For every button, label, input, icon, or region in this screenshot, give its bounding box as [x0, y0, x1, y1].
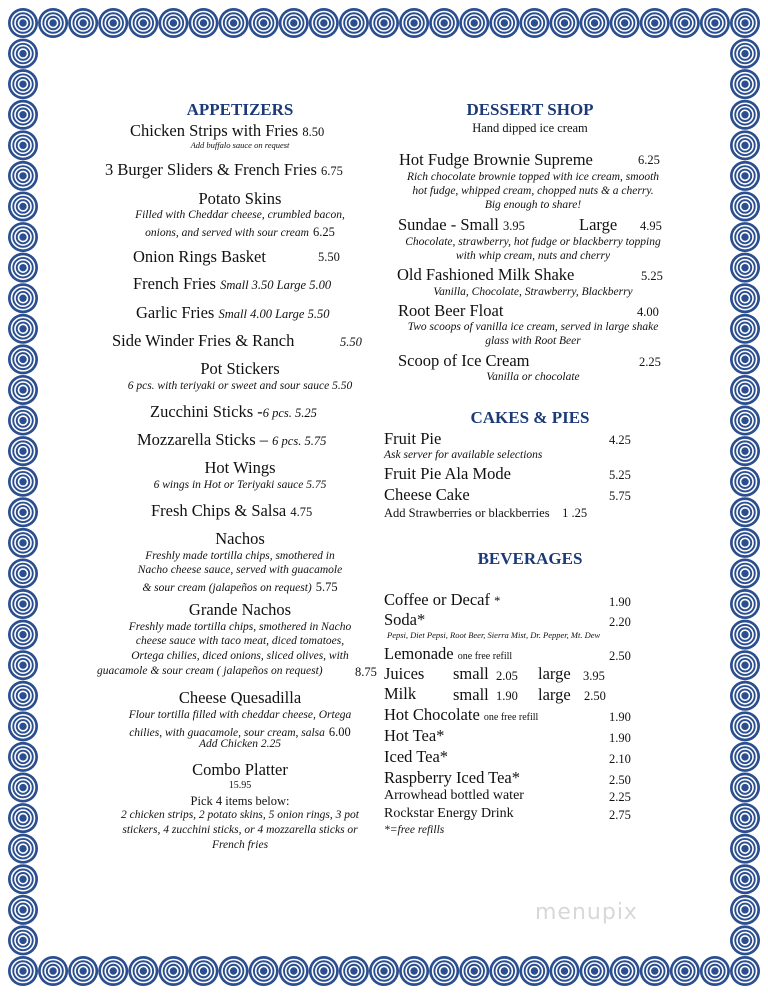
border-swirl: [730, 925, 760, 955]
garlic-fries-item: [136, 304, 329, 323]
item-price: 5.75: [609, 489, 631, 503]
item-description: Rich chocolate brownie topped with ice cream, smooth: [406, 171, 660, 183]
border-swirl: [459, 8, 489, 38]
border-swirl: [610, 956, 640, 986]
border-swirl: [489, 8, 519, 38]
item-description: Freshly made tortilla chips, smothered in: [145, 550, 335, 562]
desc-text: onions, and served with sour cream: [145, 227, 309, 239]
soda-list: Pepsi, Diet Pepsi, Root Beer, Sierra Mist, Dr. Pepper, Mt. Dew: [387, 630, 601, 640]
border-swirl: [8, 130, 38, 160]
item-description: cheese sauce with taco meat, diced tomatoes,: [135, 635, 345, 647]
border-swirl: [158, 956, 188, 986]
border-swirl: [730, 130, 760, 160]
item-name: Side Winder Fries & Ranch: [112, 331, 295, 350]
sundae-large-label: Large: [579, 215, 618, 234]
item-price: 2.05: [496, 669, 518, 683]
border-swirl: [610, 8, 640, 38]
item-addon: Add Chicken 2.25: [198, 738, 282, 750]
border-swirl: [38, 956, 68, 986]
border-swirl: [8, 314, 38, 344]
item-description: Two scoops of vanilla ice cream, served in large shake: [407, 321, 659, 333]
border-swirl: [730, 283, 760, 313]
border-swirl: [369, 956, 399, 986]
item-detail: 6 pcs. 5.75: [272, 434, 327, 448]
border-swirl: [158, 8, 188, 38]
border-swirl: [730, 253, 760, 283]
item-price: 1.90: [609, 710, 631, 724]
sundae-item: [398, 216, 525, 235]
item-description: [90, 578, 390, 596]
item-description: hot fudge, whipped cream, chopped nuts & a cherry.: [412, 185, 654, 197]
item-price: 8.50: [302, 125, 325, 139]
border-swirl: [580, 956, 610, 986]
border-swirl: [8, 834, 38, 864]
item-name: Mozzarella Sticks –: [137, 430, 269, 449]
border-swirl: [730, 406, 760, 436]
border-swirl: [730, 467, 760, 497]
border-swirl: [8, 191, 38, 221]
border-swirl: [8, 39, 38, 69]
border-swirl: [249, 956, 279, 986]
border-swirl: [730, 39, 760, 69]
border-swirl: [8, 100, 38, 130]
border-swirl: [8, 222, 38, 252]
water-item: Arrowhead bottled water: [384, 788, 524, 803]
mozzarella-item: [137, 431, 326, 450]
item-name: Chicken Strips with Fries: [130, 121, 299, 140]
border-swirl: [68, 956, 98, 986]
item-sizes: Small 4.00 Large 5.50: [218, 307, 330, 321]
item-price: 4.75: [290, 505, 313, 519]
border-swirl: [8, 375, 38, 405]
potato-skins-item: Potato Skins: [198, 189, 282, 208]
item-description: [100, 223, 380, 241]
item-price: 5.25: [609, 468, 631, 482]
item-price: 2.10: [609, 752, 631, 766]
border-swirl: [68, 8, 98, 38]
border-swirl: [670, 956, 700, 986]
border-swirl: [730, 711, 760, 741]
border-swirl: [700, 8, 730, 38]
border-swirl: [399, 956, 429, 986]
border-swirl: [309, 956, 339, 986]
border-swirl: [339, 956, 369, 986]
coffee-item: [384, 591, 500, 610]
item-description: with whip cream, nuts and cherry: [455, 250, 611, 262]
item-price: 1 .25: [562, 506, 588, 520]
pot-stickers-item: Pot Stickers: [200, 359, 280, 378]
border-swirl: [670, 8, 700, 38]
ala-mode-item: Fruit Pie Ala Mode: [384, 464, 511, 483]
border-swirl: [8, 8, 38, 38]
milk-small-label: small: [453, 685, 489, 704]
root-beer-float-item: Root Beer Float: [398, 301, 504, 320]
border-swirl: [730, 375, 760, 405]
border-swirl: [550, 8, 580, 38]
border-swirl: [98, 956, 128, 986]
juices-item: Juices: [384, 664, 425, 683]
lemonade-item: [384, 645, 512, 664]
border-swirl: [38, 8, 68, 38]
side-winder-item: [112, 332, 294, 351]
border-swirl: [730, 191, 760, 221]
item-name: Onion Rings Basket: [133, 247, 266, 266]
border-swirl: [730, 436, 760, 466]
chips-salsa-item: [151, 502, 312, 521]
dessert-heading: DESSERT SHOP: [466, 100, 594, 119]
onion-rings-item: [133, 248, 266, 267]
border-swirl: [8, 497, 38, 527]
item-price: 2.50: [609, 773, 631, 787]
border-swirl: [8, 406, 38, 436]
border-swirl: [700, 956, 730, 986]
item-name: 3 Burger Sliders & French Fries: [105, 160, 317, 179]
border-swirl: [8, 467, 38, 497]
grande-nachos-item: Grande Nachos: [188, 600, 292, 619]
item-price: 1.90: [609, 595, 631, 609]
border-swirl: [8, 711, 38, 741]
scoop-item: Scoop of Ice Cream: [398, 351, 530, 370]
border-swirl: [730, 497, 760, 527]
border-swirl: [640, 956, 670, 986]
border-swirl: [8, 773, 38, 803]
item-price: 3.95: [583, 669, 605, 683]
border-swirl: [219, 956, 249, 986]
item-name: Hot Chocolate: [384, 705, 480, 724]
item-price: 4.25: [609, 433, 631, 447]
item-description: Chocolate, strawberry, hot fudge or blackberry topping: [405, 236, 661, 248]
item-description: Big enough to share!: [484, 199, 582, 211]
border-swirl: [730, 650, 760, 680]
item-description: Nacho cheese sauce, served with guacamole: [137, 564, 343, 576]
item-name: Fresh Chips & Salsa: [151, 501, 287, 520]
beverages-heading: BEVERAGES: [477, 549, 583, 568]
border-swirl: [730, 528, 760, 558]
item-name: Lemonade: [384, 644, 454, 663]
item-note: Add buffalo sauce on request: [190, 140, 290, 150]
border-swirl: [640, 8, 670, 38]
item-price: 3.95: [502, 219, 525, 233]
border-swirl: [8, 69, 38, 99]
border-swirl: [429, 956, 459, 986]
item-price: 1.90: [496, 689, 518, 703]
border-swirl: [730, 161, 760, 191]
border-swirl: [730, 956, 760, 986]
item-detail: 6 pcs. 5.25: [262, 406, 317, 420]
border-swirl: [8, 925, 38, 955]
border-swirl: [730, 222, 760, 252]
cakes-heading: CAKES & PIES: [470, 408, 590, 427]
combo-platter-item: Combo Platter: [192, 760, 288, 779]
item-name: Coffee or Decaf: [384, 590, 490, 609]
border-swirl: [730, 8, 760, 38]
item-mark: *: [494, 594, 501, 608]
item-price: 6.00: [328, 725, 351, 739]
border-swirl: [730, 69, 760, 99]
border-swirl: [8, 283, 38, 313]
item-description: guacamole & sour cream ( jalapeños on request): [97, 665, 323, 677]
border-swirl: [550, 956, 580, 986]
item-price: 6.25: [312, 225, 335, 239]
item-price: 5.50: [340, 335, 362, 349]
border-swirl: [730, 100, 760, 130]
item-price: 5.50: [318, 250, 340, 264]
item-price: 15.95: [228, 780, 252, 791]
border-swirl: [519, 8, 549, 38]
beverages-footnote: *=free refills: [384, 824, 445, 836]
desc-text: chilies, with guacamole, sour cream, salsa: [129, 727, 325, 739]
border-swirl: [309, 8, 339, 38]
dessert-subheading: Hand dipped ice cream: [472, 121, 588, 135]
border-swirl: [8, 742, 38, 772]
hot-tea-item: Hot Tea*: [384, 726, 445, 745]
item-price: 4.00: [637, 305, 659, 319]
watermark: menupix: [535, 900, 638, 925]
item-description: stickers, 4 zucchini sticks, or 4 mozzarella sticks or: [122, 824, 358, 836]
raspberry-tea-item: Raspberry Iced Tea*: [384, 768, 520, 787]
border-swirl: [730, 773, 760, 803]
item-price: 2.50: [609, 649, 631, 663]
desc-text: & sour cream (jalapeños on request): [142, 582, 312, 594]
item-price: 4.95: [640, 219, 662, 233]
item-note: Ask server for available selections: [384, 449, 543, 461]
item-name: Zucchini Sticks -: [150, 402, 263, 421]
item-description: Freshly made tortilla chips, smothered in Nacho: [128, 621, 352, 633]
item-price: 2.25: [609, 790, 631, 804]
border-swirl: [489, 956, 519, 986]
border-swirl: [730, 864, 760, 894]
border-swirl: [98, 8, 128, 38]
brownie-item: Hot Fudge Brownie Supreme: [399, 150, 593, 169]
border-swirl: [8, 681, 38, 711]
item-price: 2.75: [609, 808, 631, 822]
border-swirl: [8, 436, 38, 466]
fruit-pie-item: Fruit Pie: [384, 429, 442, 448]
item-note: one free refill: [457, 651, 513, 662]
item-description: Vanilla, Chocolate, Strawberry, Blackberry: [433, 286, 633, 298]
zucchini-item: [150, 403, 317, 422]
border-swirl: [8, 589, 38, 619]
juices-large-label: large: [538, 664, 571, 683]
rockstar-item: Rockstar Energy Drink: [384, 806, 514, 821]
border-swirl: [339, 8, 369, 38]
item-price: 2.25: [639, 355, 661, 369]
border-swirl: [219, 8, 249, 38]
juices-small-label: small: [453, 664, 489, 683]
appetizers-heading: APPETIZERS: [186, 100, 294, 119]
border-swirl: [128, 956, 158, 986]
item-price: 5.25: [641, 269, 663, 283]
border-swirl: [519, 956, 549, 986]
soda-item: Soda*: [384, 610, 426, 629]
item-description: Flour tortilla filled with cheddar cheese, Ortega: [128, 709, 352, 721]
item-description: 6 wings in Hot or Teriyaki sauce 5.75: [153, 479, 327, 491]
cakes-addon: [384, 506, 587, 520]
item-price: 8.75: [355, 665, 377, 679]
item-name: Garlic Fries: [136, 303, 215, 322]
border-swirl: [8, 803, 38, 833]
quesadilla-item: Cheese Quesadilla: [178, 688, 302, 707]
border-swirl: [730, 558, 760, 588]
border-swirl: [249, 8, 279, 38]
item-description: glass with Root Beer: [485, 335, 581, 347]
border-swirl: [8, 344, 38, 374]
border-swirl: [8, 895, 38, 925]
milk-item: Milk: [384, 684, 417, 703]
border-swirl: [399, 8, 429, 38]
border-swirl: [730, 834, 760, 864]
border-swirl: [730, 742, 760, 772]
combo-pick: Pick 4 items below:: [190, 794, 290, 808]
iced-tea-item: Iced Tea*: [384, 747, 449, 766]
border-swirl: [730, 314, 760, 344]
nachos-item: Nachos: [215, 529, 265, 548]
chicken-strips-item: [130, 122, 324, 141]
border-swirl: [8, 558, 38, 588]
border-swirl: [8, 161, 38, 191]
cheese-cake-item: Cheese Cake: [384, 485, 470, 504]
item-description: French fries: [211, 839, 269, 851]
border-swirl: [279, 8, 309, 38]
item-description: 2 chicken strips, 2 potato skins, 5 onion rings, 3 pot: [121, 809, 359, 821]
border-swirl: [128, 8, 158, 38]
item-name: Sundae - Small: [398, 215, 499, 234]
item-price: 2.50: [584, 689, 606, 703]
border-swirl: [730, 620, 760, 650]
milk-shake-item: Old Fashioned Milk Shake: [397, 265, 575, 284]
border-swirl: [8, 620, 38, 650]
item-description: Filled with Cheddar cheese, crumbled bacon,: [135, 209, 345, 221]
border-swirl: [189, 956, 219, 986]
border-swirl: [429, 8, 459, 38]
item-sizes: Small 3.50 Large 5.00: [220, 278, 332, 292]
sliders-item: [105, 161, 343, 180]
milk-large-label: large: [538, 685, 571, 704]
border-swirl: [730, 803, 760, 833]
border-swirl: [8, 650, 38, 680]
border-swirl: [369, 8, 399, 38]
border-swirl: [580, 8, 610, 38]
border-swirl: [730, 344, 760, 374]
hot-chocolate-item: [384, 706, 538, 725]
item-description: Ortega chilies, diced onions, sliced olives, with: [131, 650, 349, 662]
hot-wings-item: Hot Wings: [204, 458, 276, 477]
item-price: 6.25: [638, 153, 660, 167]
item-price: 6.75: [321, 164, 343, 178]
item-price: 2.20: [609, 615, 631, 629]
item-price: 5.75: [315, 580, 338, 594]
border-swirl: [8, 253, 38, 283]
border-swirl: [730, 681, 760, 711]
french-fries-item: [133, 275, 331, 294]
border-swirl: [730, 589, 760, 619]
border-swirl: [730, 895, 760, 925]
item-name: French Fries: [133, 274, 216, 293]
border-swirl: [189, 8, 219, 38]
border-swirl: [8, 528, 38, 558]
item-price: 1.90: [609, 731, 631, 745]
item-description: 6 pcs. with teriyaki or sweet and sour sauce 5.50: [127, 380, 353, 392]
border-swirl: [279, 956, 309, 986]
border-swirl: [8, 864, 38, 894]
border-swirl: [8, 956, 38, 986]
item-description: Vanilla or chocolate: [486, 371, 580, 383]
border-swirl: [459, 956, 489, 986]
item-note: one free refill: [483, 712, 539, 723]
addon-text: Add Strawberries or blackberries: [384, 506, 550, 520]
